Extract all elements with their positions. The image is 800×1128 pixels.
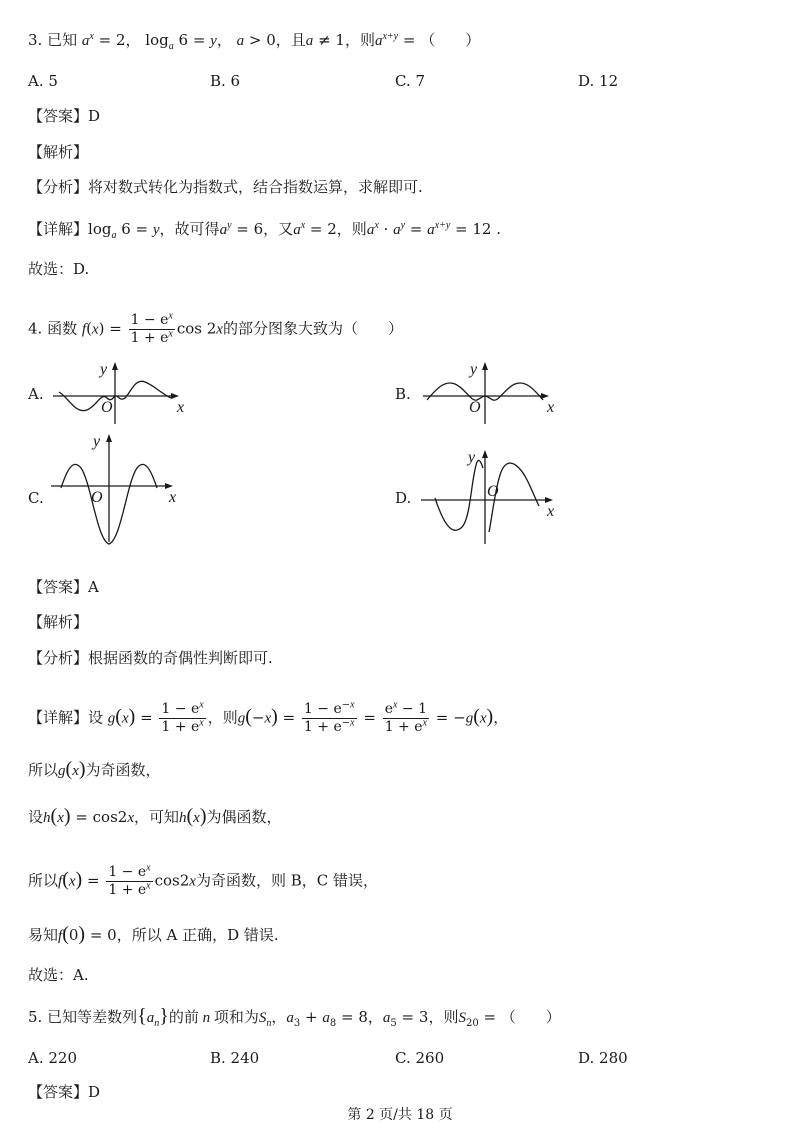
q3-analysis-heading: 【解析】 — [28, 143, 89, 161]
q5-number: 5. — [28, 1008, 43, 1026]
q3-blank: （ ） — [420, 31, 481, 49]
q4-d-y-label: y — [468, 449, 476, 466]
q4-c-origin: O — [91, 489, 103, 506]
q3-option-b[interactable]: B. 6 — [210, 72, 241, 90]
q4-line-g-odd: 所以g(x)为奇函数， — [28, 758, 161, 780]
q4-b-origin: O — [469, 399, 481, 416]
q3-number: 3. — [28, 31, 43, 49]
q5-blank: （ ） — [500, 1008, 561, 1026]
q4-graph-d[interactable] — [415, 448, 575, 568]
q4-d-origin: O — [487, 483, 499, 500]
q3-option-c[interactable]: C. 7 — [395, 72, 426, 90]
q3-option-a[interactable]: A. 5 — [28, 72, 58, 90]
q3-detail: 【详解】$\log_a 6 = y$，故可得$a^y = 6$，又$a^x = 2$，则$a^x \cdot a^y = a^{x+y} = 12$ . — [28, 220, 501, 241]
q4-stem: 4. 函数 f(x) = $\frac{1 - e^x}{1 + e^x}$ cos 2x的部分图象大致为（ ） — [28, 310, 403, 346]
q3-stem: 3. 已知 $a^x = 2$， $\log_a 6 = y$， a > 0，且a ≠ 1，则$a^{x+y}$ = （ ） — [28, 31, 481, 52]
q4-a-origin: O — [101, 399, 113, 416]
q4-conclusion: 故选：A. — [28, 966, 89, 984]
q4-option-c-label[interactable]: C. — [28, 489, 44, 507]
q5-option-c[interactable]: C. 260 — [395, 1049, 445, 1067]
q4-option-d-label[interactable]: D. — [395, 489, 412, 507]
q4-option-a-label[interactable]: A. — [28, 385, 44, 403]
q4-line-f0: 易知f(0) = 0，所以 A 正确，D 错误. — [28, 923, 279, 945]
q4-line-h-even: 设h(x) = cos2x，可知h(x)为偶函数， — [28, 805, 282, 827]
q4-b-x-label: x — [547, 399, 555, 416]
q4-c-y-label: y — [93, 433, 101, 450]
q4-a-y-label: y — [100, 361, 108, 378]
q4-graph-a[interactable] — [45, 358, 215, 428]
q4-detail: 【详解】设 g(x) = $\frac{1 - e^x}{1 + e^x}$ ，则g(−x) = $\frac{1 - e^{-x}}{1 + e^{-x}}$ = $\frac{e^x - 1}{1 + e^x}$ = −g(x)， — [28, 699, 509, 735]
q4-analysis-heading: 【解析】 — [28, 613, 89, 631]
q4-line-f-odd: 所以f(x) = $\frac{1 - e^x}{1 + e^x}$ cos2x为奇函数，则 B，C 错误， — [28, 862, 378, 898]
q4-fenxi: 【分析】根据函数的奇偶性判断即可. — [28, 649, 273, 667]
q3-fenxi: 【分析】将对数式转化为指数式，结合指数运算，求解即可. — [28, 178, 423, 196]
q3-option-d[interactable]: D. 12 — [578, 72, 619, 90]
q4-d-x-label: x — [547, 503, 555, 520]
q4-graph-b[interactable] — [415, 358, 585, 428]
q3-answer: 【答案】D — [28, 107, 101, 125]
q5-answer: 【答案】D — [28, 1083, 101, 1101]
q4-c-x-label: x — [169, 489, 177, 506]
page-footer: 第 2 页/共 18 页 — [347, 1107, 453, 1123]
q5-option-d[interactable]: D. 280 — [578, 1049, 628, 1067]
q5-option-a[interactable]: A. 220 — [28, 1049, 77, 1067]
q4-graph-c[interactable] — [45, 430, 205, 550]
q4-a-x-label: x — [177, 399, 185, 416]
q5-option-b[interactable]: B. 240 — [210, 1049, 260, 1067]
q5-stem: 5. 已知等差数列$\{a_n\}$的前 n 项和为$S_n$，$a_3 + a_8 = 8$，$a_5 = 3$，则$S_{20}$ = （ ） — [28, 1005, 561, 1029]
q4-b-y-label: y — [470, 361, 478, 378]
q4-number: 4. — [28, 319, 43, 338]
q4-option-b-label[interactable]: B. — [395, 385, 411, 403]
q4-answer: 【答案】A — [28, 578, 99, 596]
q3-conclusion: 故选：D. — [28, 260, 90, 278]
